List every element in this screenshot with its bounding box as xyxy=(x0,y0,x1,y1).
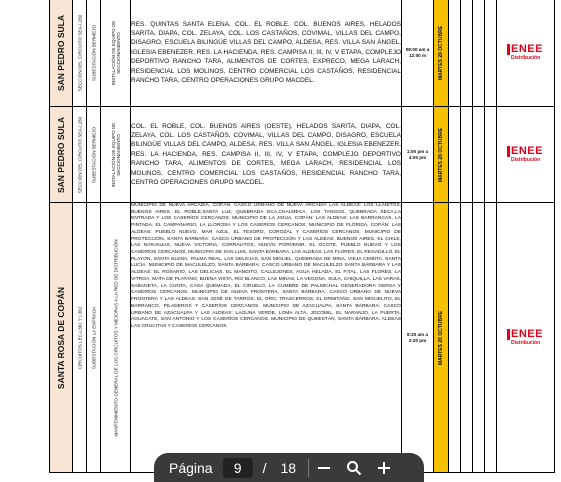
substation-label: SUBESTACIÓN BERMEJO xyxy=(91,24,96,81)
circuit-cell xyxy=(73,107,87,203)
blank-cell xyxy=(449,107,461,203)
table-row xyxy=(50,107,555,203)
plus-icon xyxy=(377,461,391,475)
blank-cell xyxy=(473,107,485,203)
blank-cell xyxy=(485,203,497,473)
zoom-button[interactable] xyxy=(339,453,369,482)
circuit-cell xyxy=(73,203,87,473)
logo-subtitle: Distribución xyxy=(511,157,541,163)
logo-cell xyxy=(497,0,555,107)
zone-cell xyxy=(50,0,73,107)
substation-label: SUBESTACIÓN BERMEJO xyxy=(91,126,96,183)
work-label: MANTENIMIENTO GENERAL DE LOS CIRCUITOS Y MEJORAS A LA RED DE DISTRIBUCIÓN xyxy=(113,238,118,437)
date-label: MARTES 28 OCTUBRE xyxy=(438,310,444,365)
blank-cell xyxy=(461,107,473,203)
zoom-out-button[interactable] xyxy=(309,453,339,482)
hours-text: 08:00 am a 12:00 m xyxy=(405,46,430,58)
zone-cell xyxy=(50,203,73,473)
total-pages: 18 xyxy=(280,459,297,476)
substation-cell xyxy=(87,203,101,473)
hours-text: 1:00 pm a 4:00 pm xyxy=(406,148,429,160)
enee-logo xyxy=(497,146,554,163)
magnifier-icon xyxy=(346,460,362,476)
enee-logo xyxy=(497,44,554,61)
enee-mark-icon xyxy=(507,146,510,157)
date-cell xyxy=(434,107,449,203)
logo-name: ENEE xyxy=(511,43,543,55)
page-label: Página xyxy=(169,459,213,476)
blank-cell xyxy=(449,203,461,473)
logo-subtitle: Distribución xyxy=(511,55,541,61)
logo-subtitle: Distribución xyxy=(511,340,541,346)
table-row xyxy=(50,0,555,107)
zone-cell xyxy=(50,107,73,203)
logo-name: ENEE xyxy=(511,145,543,157)
blank-cell xyxy=(485,0,497,107)
date-cell xyxy=(434,203,449,473)
page-separator: / xyxy=(262,459,267,476)
pdf-page-toolbar xyxy=(154,453,424,482)
outage-schedule-table xyxy=(49,0,555,473)
work-label: INSTALACIÓN DE EQUIPO DE SECCIONAMIENTO xyxy=(110,122,121,187)
circuit-cell xyxy=(73,0,87,107)
blank-cell xyxy=(449,0,461,107)
work-cell xyxy=(101,107,131,203)
substation-label: SUBESTACIÓN LA ENTRADA xyxy=(91,306,96,369)
zone-label: SAN PEDRO SULA xyxy=(56,116,66,193)
affected-areas-text: RES. QUINTAS SANTA ELENA, COL. EL ROBLE, COL. BUENOS AIRES, HELADOS SARITA, DIAPA, COL. ZELAYA, COL. LOS CASTAÑOS, COVIMAL, VILLAS DEL CAMPO, DISAGRO, ESCUELA BILINGÜE VILLAS DEL CAMPO, ALDESA, RES. VILLA SAN ÁNGEL, IGLESIA EBENEZER, RES. LA HACIENDA, RES. CAMPISA II, III, IV, V ETAPA, COMPLEJO DEPORTIVO RANCHO TARA, ALIMENTOS DE CORTES, EXPRECO, MEGA LARACH, RESIDENCIAL LOS MOLINOS, CENTRO COMERCIAL LOS CASTAÑOS, RESIDENCIAL RANCHO TARA, CENTRO OPERACIONES GRUPO MACDEL. xyxy=(131,20,401,85)
minus-icon xyxy=(317,461,331,475)
blank-cell xyxy=(485,107,497,203)
blank-cell xyxy=(473,0,485,107)
work-cell xyxy=(101,0,131,107)
logo-cell xyxy=(497,107,555,203)
affected-areas-text: MUNICIPIO DE NUEVA ARCADIA, COPÁN: CASCO URBANO DE NUEVA ARCADIA LAS ALDEAS: LOS LLANITOS, BUENOS AIRES, EL ROBLE,SANTA LUZ, QUEBRADA ECA,CHALMECA, LOS TANGOS, QUEBRADA SECA,LA ENTRADA Y LOS CASERÍOS CERCANOS; MUNICIPIO DE LA JIGUA, COPÁN: LAS ALDEAS: LAS BARRANCAS, LA PINTADA, EL CAMPANARIO, LA LLOROSA Y LOS CASERÍOS CERCANOS; MUNICIPIO DE FLORIDA, COPÁN: LAS ALDEAS: PUEBLO NUEVO, MAR AZUL, EL TESORO, COROZAL Y CASERÍOS CERCANOS. MUNICIPIO DE PROTECCIÓN, SANTA BÁRBARA: CASCO URBANO DE PROTECCIÓN Y LAS ALDEAS: BUENOS AIRES, EL CHILE, LAS NARANJAS, NUEVA VICTORIA, CORRALITOS, NUEVO PORVENIR, EL OCOTE, PUEBLO NUEVO Y LOS CASERÍOS CERCANOS; MUNICIPIO DE SAN LUIS, SANTA BÁRBARA: LAS ALDEAS: LAS FLORES, EL REGADILLO, EL PLAYON, SANTA ELENA, PALMA REAL, LAS DELICIAS, SAN MIGUEL, QUEBRADA DE MINA, VIEJA CEIBITA, SANTA LUCÍA. MUNICIPIO DE MACULELZO, SANTA BÁRBARA: CASCO URBANO DE MACULELZO SANTA BÁRBARA Y LAS ALDEAS: EL ROSARIO, LAS DELICIAS, EL MANGITO, CALLEJONES, AGUA HELADA, EL FITAL, LAS FLORES, LA VITROA, MATA DE PLATANO, BUENA VISTA, RÍO BLANCO, LAS MINAS, LA VEGONA, SULA, CHIQUILLA, LAS VARAS, SABANETA, LA CUNTA, CASA QUEMADA, EL CIRUELO, LA CUMBRE DE PALMICHAL GENERADORA GERSA Y CASERÍOS CERCANOS. MUNICIPIO DE NUEVA FRONTERA, SANTA BÁRBARA: CASCO URBANO DE NUEVA FRONTERA Y LAS ALDEAS: SAN JOSÉ DE TARROS, EL ORO, TRASCERROS, EL ERMITAÑO, SAN MIGUELITO, EL BARRANCO, PILADEROS Y CASERÍOS CERCANOS. MUNICIPIO DE AZACUALPA, SANTA BÁRBARA: CASCO URBANO DE AZACUALPA Y LAS ALDEAS: LAGUNA VERDE, LOMA ALTA, JOCOMIL, EL NARANJO, LA PUERTA, AGUACATE, SAN ANTONIO Y LOS CASERÍOS CERCANOS. MUNICIPIO DE QUIMISTÁN, SANTA BÁRBARA: ALDEAS LAS CRUCITAS Y CASERÍOS CERCANOS. xyxy=(131,203,401,329)
logo-name: ENEE xyxy=(511,328,543,340)
hours-cell xyxy=(402,203,434,473)
blank-cell xyxy=(461,0,473,107)
areas-cell xyxy=(131,107,402,203)
circuit-label: SECCIÓN DEL CIRCUITO SEA-L280 xyxy=(77,116,82,193)
hours-cell xyxy=(402,107,434,203)
hours-text: 8:20 am a 2:20 pm xyxy=(407,331,428,343)
date-label: MARTES 28 OCTUBRE xyxy=(438,25,444,80)
zone-label: SANTA ROSA DE COPÁN xyxy=(56,286,66,389)
enee-logo xyxy=(497,329,554,346)
zone-label: SAN PEDRO SULA xyxy=(56,14,66,91)
date-label: MARTES 28 OCTUBRE xyxy=(438,127,444,182)
enee-mark-icon xyxy=(507,44,510,55)
date-cell xyxy=(434,0,449,107)
enee-mark-icon xyxy=(507,329,510,340)
circuit-label: SECCIÓN DEL CIRCUITO SEA-L280 xyxy=(77,14,82,91)
circuit-label: CIRCUITOS LEC-L361 Y L362 xyxy=(77,306,82,369)
blank-cell xyxy=(473,203,485,473)
work-label: INSTALACIÓN DE EQUIPO DE SECCIONAMIENTO xyxy=(110,20,121,85)
substation-cell xyxy=(87,0,101,107)
areas-cell xyxy=(131,0,402,107)
areas-cell xyxy=(131,203,402,473)
substation-cell xyxy=(87,107,101,203)
zoom-in-button[interactable] xyxy=(369,453,399,482)
affected-areas-text: COL. EL ROBLE, COL. BUENOS AIRES (OESTE), HELADOS SARITA, DIAPA, COL. ZELAYA, COL. LOS CASTAÑOS, COVIMAL, VILLAS DEL CAMPO, DISAGRO, ESCUELA BILINGÜE VILLAS DEL CAMPO, ALDESA, RES. VILLA SAN ÁNGEL, IGLESIA EBENEZER, RES. LA HACIENDA, RES. CAMPISA II, III, IV, V ETAPA, COMPLEJO DEPORTIVO RANCHO TARA, ALIMENTOS DE CORTES, MEGA LARACH, RESIDENCIAL LOS MOLINOS, CENTRO COMERCIAL LOS CASTAÑOS, RESIDENCIAL RANCHO TARA, CENTRO OPERACIONES GRUPO MACDEL. xyxy=(131,122,401,187)
page-number-input[interactable]: 9 xyxy=(223,458,253,478)
hours-cell xyxy=(402,0,434,107)
blank-cell xyxy=(461,203,473,473)
work-cell xyxy=(101,203,131,473)
table-row xyxy=(50,203,555,473)
logo-cell xyxy=(497,203,555,473)
